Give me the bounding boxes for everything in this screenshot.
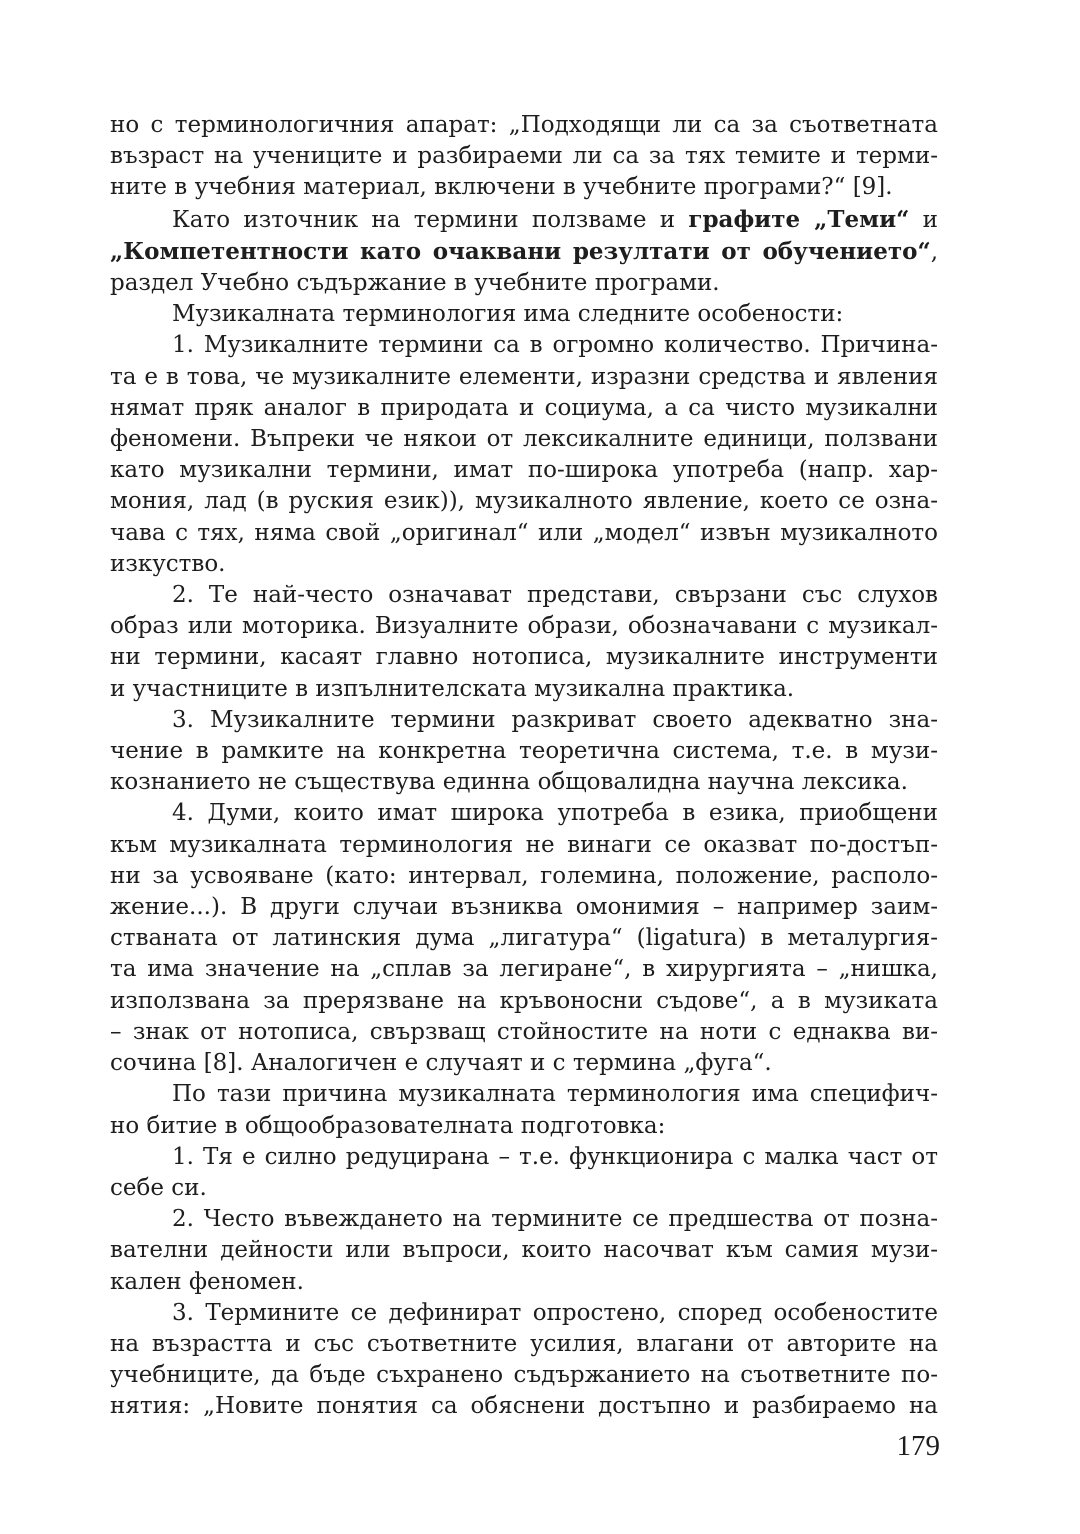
bold-term-competences: „Компетентности като очаквани резултати от обучението“ (110, 237, 931, 265)
text-line: към музикалната терминология не винаги се оказват по-достъп- (110, 831, 938, 858)
text-line: По тази причина музикалната терминология има специфич- (172, 1081, 938, 1108)
bold-term-themes: графите „Теми“ (688, 205, 910, 233)
text-line: чава с тях, няма свой „оригинал“ или „модел“ извън музикалното (110, 519, 938, 546)
text-line: Музикалната терминология има следните особености: (172, 301, 844, 328)
text-run: и (909, 206, 938, 233)
text-line: образ или моторика. Визуалните образи, обозначавани с музикал- (110, 613, 938, 640)
text-line: 3. Термините се дефинират опростено, според особеностите (172, 1299, 938, 1326)
text-line: 4. Думи, които имат широка употреба в езика, приобщени (172, 800, 938, 827)
text-line: учебниците, да бъде съхранено съдържанието на съответните по- (110, 1362, 938, 1389)
text-line: сочина [8]. Аналогичен е случаят и с термина „фуга“. (110, 1050, 772, 1077)
text-line: нятия: „Новите понятия са обяснени достъпно и разбираемо на (110, 1393, 938, 1420)
text-line: нямат пряк аналог в природата и социума, а са чисто музикални (110, 394, 938, 421)
text-line: и участниците в изпълнителската музикална практика. (110, 675, 795, 702)
text-line: мония, лад (в руския език)), музикалното явление, което се озна- (110, 488, 938, 515)
text-line: чение в рамките на конкретна теоретична система, т.е. в музи- (110, 738, 938, 765)
text-line: ни термини, касаят главно нотописа, музикалните инструменти (110, 644, 938, 671)
text-line: жение...). В други случаи възниква омонимия – например заим- (110, 894, 938, 921)
text-line: като музикални термини, имат по-широка употреба (напр. хар- (110, 457, 938, 484)
text-line: възраст на учениците и разбираеми ли са за тях темите и терми- (110, 143, 938, 170)
text-line: 1. Тя е силно редуцирана – т.е. функционира с малка част от (172, 1143, 938, 1170)
text-run: , (930, 238, 938, 265)
page-body (110, 110, 938, 1423)
text-line: кален феномен. (110, 1268, 304, 1295)
text-line: изкуство. (110, 550, 226, 577)
text-line: та е в това, че музикалните елементи, изразни средства и явления (110, 363, 938, 390)
text-line: вателни дейности или въпроси, които насочват към самия музи- (110, 1237, 938, 1264)
text-line: феномени. Въпреки че някои от лексикалните единици, ползвани (110, 426, 938, 453)
text-line: та има значение на „сплав за легиране“, в хирургията – „нишка, (110, 956, 938, 983)
text-line: 2. Често въвеждането на термините се предшества от позна- (172, 1206, 938, 1233)
text-line: себе си. (110, 1174, 207, 1201)
text-line: 3. Музикалните термини разкриват своето адекватно зна- (172, 706, 938, 733)
text-line: но битие в общообразователната подготовка: (110, 1112, 666, 1139)
text-line: ни за усвояване (като: интервал, големина, положение, располо- (110, 862, 938, 889)
text-line-mixed (110, 236, 938, 268)
text-line: ните в учебния материал, включени в учебните програми?“ [9]. (110, 174, 893, 201)
text-line: стваната от латинския дума „лигатура“ (ligatura) в металургия- (110, 925, 938, 952)
text-run: Като източник на термини ползваме и (172, 206, 689, 233)
page-number: 179 (896, 1430, 940, 1462)
text-line: на възрастта и със съответните усилия, влагани от авторите на (110, 1330, 938, 1357)
text-line: използвана за прерязване на кръвоносни съдове“, а в музиката (110, 987, 938, 1014)
text-line: раздел Учебно съдържание в учебните програми. (110, 270, 720, 297)
text-line: кознанието не съществува единна общовалидна научна лексика. (110, 769, 908, 796)
text-line: но с терминологичния апарат: „Подходящи ли са за съответната (110, 112, 938, 138)
text-line: 2. Те най-често означават представи, свързани със слухов (172, 582, 938, 609)
text-line: 1. Музикалните термини са в огромно количество. Причина- (172, 332, 938, 359)
text-line: – знак от нотописа, свързващ стойностите на ноти с еднаква ви- (110, 1018, 938, 1045)
text-line-mixed (110, 204, 938, 236)
